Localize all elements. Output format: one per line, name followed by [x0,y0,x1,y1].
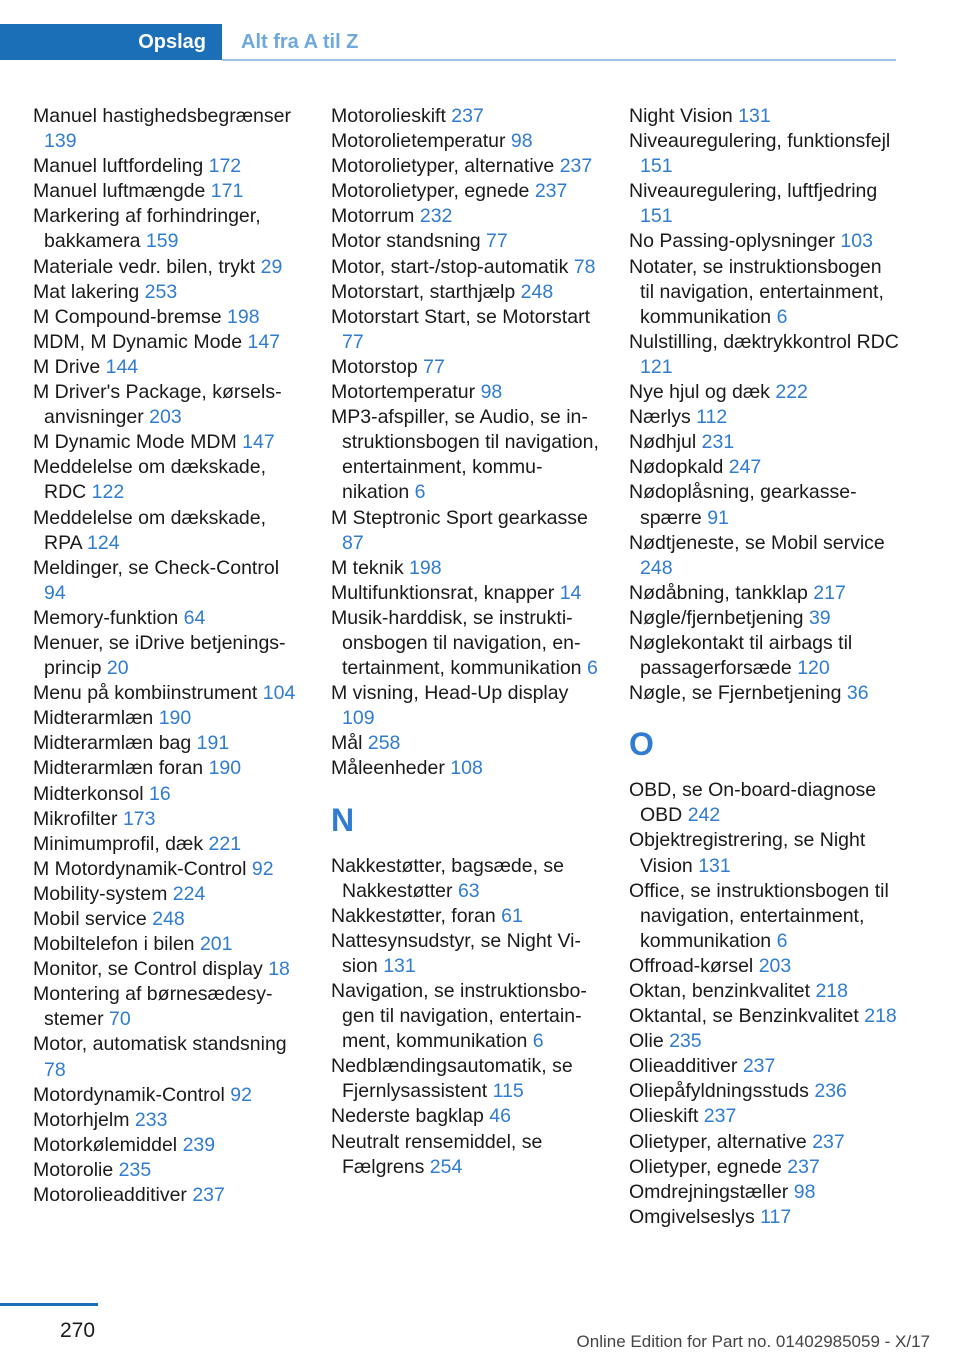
page-reference-link[interactable]: 218 [815,980,848,1002]
page-reference-link[interactable]: 77 [486,230,508,253]
page-reference-link[interactable]: 224 [172,882,206,905]
index-entry-text: Nakkestøtter, foran [331,904,496,927]
index-entry-text: Nødåbning, tankklap [629,581,808,604]
index-entry-text: Nøgle, se Fjernbetjening [629,682,842,705]
index-entry [629,531,899,581]
page-reference-link[interactable]: 6 [414,481,426,504]
index-entry [331,681,601,731]
index-entry [33,882,303,907]
index-entry-text: Omgivelseslys [629,1205,755,1228]
page-reference-link[interactable]: 218 [864,1005,897,1028]
page-reference-link[interactable]: 235 [669,1030,702,1053]
index-entry-text: Notater, se instruktionsbogen til navigation, entertainment, kommunikation [629,255,884,328]
index-entry [331,979,601,1054]
index-entry-text: Motor standsning [331,230,481,253]
index-entry-text: Motor, start-/stop-automatik [331,255,569,278]
index-entry-text: Olieadditiver [629,1055,738,1078]
page-reference-link[interactable]: 236 [814,1080,847,1103]
index-entry [331,606,601,681]
page-reference-link[interactable]: 63 [457,879,480,902]
page-reference-link[interactable]: 191 [196,732,230,755]
index-entry [33,204,303,254]
index-entry-text: M Steptronic Sport gearkasse [331,506,588,529]
page-reference-link[interactable]: 237 [192,1184,225,1207]
tab-underline [222,59,896,61]
index-entry [331,179,601,204]
index-entry-text: M Motordynamik-Control [33,857,247,880]
index-letter-heading: O [629,726,654,763]
index-entry [629,1180,899,1205]
index-entry [33,380,303,430]
page-reference-link[interactable]: 190 [208,757,242,780]
index-entry [33,355,303,380]
page-reference-link[interactable]: 203 [149,406,182,429]
index-entry [331,380,601,405]
index-entry [629,430,899,455]
index-entry-text: Oktan, benzinkvalitet [629,980,811,1002]
index-entry-text: Motorolietyper, alternative [331,155,555,178]
page-reference-link[interactable]: 190 [158,707,192,730]
index-entry-text: Nøglekontakt til airbags til passagerforsæde [629,631,853,680]
page-reference-link[interactable]: 253 [144,280,178,303]
index-entry [629,455,899,480]
index-entry-text: Materiale vedr. bilen, trykt [33,255,256,278]
index-entry-text: Markering af forhindringer, bakkamera [33,205,261,253]
index-entry [33,681,303,706]
index-entry-text: Nattesynsudstyr, se Night Vision [331,929,582,977]
index-entry-text: Nødtjeneste, se Mobil service [629,531,885,554]
page-reference-link[interactable]: 239 [182,1133,216,1156]
page-reference-link[interactable]: 203 [758,954,792,977]
page-reference-link[interactable]: 232 [419,205,453,228]
index-letter-heading: N [331,801,355,838]
index-entry [629,1130,899,1155]
index-entry [331,305,601,355]
page-reference-link[interactable]: 36 [846,682,869,705]
index-entry [629,480,899,530]
page-reference-link[interactable]: 172 [208,155,242,178]
index-entry [33,982,303,1032]
page-reference-link[interactable]: 231 [701,431,735,454]
header-tabbar [0,0,896,64]
page-reference-link[interactable]: 120 [797,657,830,680]
index-entry-text: Objektregistrering, se Night Vision [629,829,866,877]
index-entry-text: M Compound-bremse [33,305,222,328]
page-reference-link[interactable]: 139 [44,130,77,153]
index-column-3 [629,104,899,1230]
index-entry [331,904,601,929]
index-entry [33,556,303,606]
page-reference-link[interactable]: 115 [492,1080,524,1103]
index-entry-text: Oktantal, se Benzinkvalitet [629,1005,859,1028]
page-reference-link[interactable]: 6 [776,929,788,952]
index-entry [331,104,601,129]
index-entry [33,782,303,807]
index-entry [331,581,601,606]
page-reference-link[interactable]: 144 [105,355,139,378]
index-entry [331,204,601,229]
index-entry [629,1004,899,1029]
index-entry-text: Manuel luftmængde [33,180,206,203]
index-entry [331,756,601,781]
index-entry [33,606,303,631]
page-reference-link[interactable]: 222 [775,381,808,404]
index-entry [629,954,899,979]
index-entry [629,104,899,129]
index-entry [331,854,601,904]
page-reference-link[interactable]: 91 [707,506,729,529]
index-entry-text: Musik-harddisk, se instruktionsbogen til navigation, entertainment, kommunikation [331,606,582,680]
page-reference-link[interactable]: 198 [409,556,442,579]
page-reference-link[interactable]: 98 [793,1180,816,1203]
index-entry-text: Motorolieadditiver [33,1184,187,1207]
page-reference-link[interactable]: 39 [808,606,831,629]
index-entry [33,932,303,957]
page-reference-link[interactable]: 147 [242,431,275,454]
index-entry [33,1183,303,1208]
index-entry-text: MDM, M Dynamic Mode [33,330,243,353]
index-entry [331,154,601,179]
page-reference-link[interactable]: 14 [559,581,582,604]
page-reference-link[interactable]: 98 [510,130,533,153]
page-reference-link[interactable]: 112 [696,406,728,429]
index-entry [33,430,303,455]
page-reference-link[interactable]: 78 [44,1058,66,1081]
page-reference-link[interactable]: 237 [534,180,568,203]
index-entry [33,907,303,932]
index-entry [629,606,899,631]
index-entry-text: Midterarmlæn [33,707,154,730]
index-entry [629,1079,899,1104]
page-reference-link[interactable]: 254 [429,1155,463,1178]
index-entry-text: Motorolietyper, egnede [331,180,530,203]
index-entry-text: Motor, automatisk standsning [33,1033,287,1056]
index-entry-text: Olietyper, egnede [629,1155,782,1178]
index-entry [629,129,899,179]
index-entry [33,179,303,204]
index-entry-text: Olietyper, alternative [629,1130,807,1153]
index-entry-text: Montering af børnesædesystemer [33,983,273,1031]
index-entry [331,405,601,505]
index-entry-text: Oliepåfyldningsstuds [629,1080,809,1103]
page-reference-link[interactable]: 117 [760,1205,792,1228]
page-reference-link[interactable]: 16 [148,782,171,805]
index-entry [331,1104,601,1129]
index-entry [331,1130,601,1180]
page-reference-link[interactable]: 217 [813,581,846,604]
page-number: 270 [60,1319,96,1342]
index-entry [33,154,303,179]
page-reference-link[interactable]: 131 [383,954,416,977]
index-entry [33,807,303,832]
index-entry-text: Nærlys [629,406,691,429]
index-entry-text: Motorolietemperatur [331,130,506,153]
index-entry [33,756,303,781]
index-entry-text: M teknik [331,556,404,579]
index-entry-text: M Dynamic Mode MDM [33,431,237,454]
index-entry-text: Motortemperatur [331,381,476,404]
page-reference-link[interactable]: 122 [91,481,125,504]
index-column-2 [331,104,601,1180]
index-entry-text: Midterarmlæn bag [33,732,192,755]
index-entry [629,229,899,254]
index-entry-text: Nulstilling, dæktrykkontrol RDC [629,330,899,353]
page-reference-link[interactable]: 20 [106,657,129,680]
page-reference-link[interactable]: 124 [87,531,120,554]
index-entry [33,832,303,857]
index-entry-text: Office, se instruktionsbogen til navigation, entertainment, kommunikation [629,879,889,952]
page-reference-link[interactable]: 94 [44,581,66,604]
index-entry-text: MP3-afspiller, se Audio, se instruktionsbogen til navigation, entertainment, kommunikation [331,406,599,504]
index-entry [33,857,303,882]
page-reference-link[interactable]: 87 [342,531,364,554]
index-entry-text: Motorkølemiddel [33,1133,178,1156]
page-reference-link[interactable]: 248 [152,908,185,930]
index-entry-text: Motordynamik-Control [33,1083,225,1106]
page-reference-link[interactable]: 104 [262,682,296,705]
tab-opslag[interactable]: Opslag [0,24,222,60]
page-reference-link[interactable]: 171 [210,180,244,203]
index-entry-text: Multifunktionsrat, knapper [331,581,555,604]
index-entry [629,879,899,954]
index-entry [33,1158,303,1183]
page-reference-link[interactable]: 121 [640,355,673,378]
page-reference-link[interactable]: 151 [640,155,673,178]
index-entry [33,1083,303,1108]
index-entry [33,280,303,305]
page-reference-link[interactable]: 61 [501,904,523,927]
page-reference-link[interactable]: 233 [134,1108,168,1131]
index-entry-text: Olie [629,1030,664,1053]
index-entry [331,506,601,556]
index-entry-text: Meddelelse om dækskade, RDC [33,456,267,504]
page-reference-link[interactable]: 92 [251,857,274,880]
index-entry [629,681,899,706]
index-entry-text: Nye hjul og dæk [629,381,770,404]
index-entry-text: M visning, Head-Up display [331,682,569,705]
page-reference-link[interactable]: 237 [787,1155,820,1178]
index-entry [331,129,601,154]
index-entry-text: Olieskift [629,1105,699,1128]
index-entry [33,731,303,756]
page-reference-link[interactable]: 151 [640,205,673,228]
page-reference-link[interactable]: 198 [227,305,260,328]
page-reference-link[interactable]: 77 [423,355,445,378]
index-entry [331,355,601,380]
index-entry [33,1133,303,1158]
page-reference-link[interactable]: 237 [742,1055,776,1078]
page-reference-link[interactable]: 247 [728,456,762,479]
page-reference-link[interactable]: 173 [122,807,156,830]
index-entry [33,255,303,280]
page-reference-link[interactable]: 221 [208,832,242,855]
index-entry-text: Motorstop [331,355,418,378]
page-reference-link[interactable]: 70 [109,1008,131,1031]
page-reference-link[interactable]: 242 [687,804,721,827]
page-reference-link[interactable]: 18 [268,958,290,981]
index-entry [331,229,601,254]
index-entry-text: Manuel hastighedsbegrænser [33,105,291,127]
page-reference-link[interactable]: 237 [812,1130,845,1153]
index-entry-text: Nødhjul [629,431,697,454]
index-entry-text: Motorstart Start, se Motorstart [331,305,590,328]
page-reference-link[interactable]: 201 [199,933,233,956]
index-column-1 [33,104,303,1208]
page-reference-link[interactable]: 6 [776,305,788,328]
index-entry-text: No Passing-oplysninger [629,230,835,253]
index-entry [629,581,899,606]
index-entry [33,455,303,505]
index-entry [629,1104,899,1129]
page-reference-link[interactable]: 6 [586,657,598,680]
page-reference-link[interactable]: 131 [738,105,771,127]
page-reference-link[interactable]: 92 [230,1083,252,1106]
page-reference-link[interactable]: 98 [480,381,503,404]
index-entry-text: Mål [331,732,363,755]
page-reference-link[interactable]: 237 [451,105,484,127]
index-entry [629,828,899,878]
index-entry [33,1032,303,1082]
page-reference-link[interactable]: 237 [703,1105,737,1128]
index-entry [33,305,303,330]
index-entry-text: Nøgle/fjernbetjening [629,606,804,629]
index-entry [629,778,899,828]
index-entry [331,731,601,756]
index-entry-text: Midterkonsol [33,782,144,805]
page-reference-link[interactable]: 248 [520,280,554,303]
page-reference-link[interactable]: 46 [489,1105,511,1128]
page-reference-link[interactable]: 248 [640,556,673,579]
index-entry [33,104,303,154]
index-entry-text: Nakkestøtter, bagsæde, se Nakkestøtter [331,854,565,902]
index-entry-text: Memory-funktion [33,606,179,629]
index-entry [629,1029,899,1054]
index-entry [629,255,899,330]
page-reference-link[interactable]: 103 [840,230,873,253]
index-entry-text: Manuel luftfordeling [33,155,204,178]
index-entry-text: Nederste bagklap [331,1105,484,1128]
index-entry [33,706,303,731]
index-entry-text: M Drive [33,355,101,378]
page-reference-link[interactable]: 147 [247,330,281,353]
index-entry-text: Motorhjelm [33,1108,130,1131]
index-entry-text: Mat lakering [33,280,140,303]
index-entry-text: Niveauregulering, funktionsfejl [629,130,891,153]
page-reference-link[interactable]: 258 [367,732,401,755]
index-entry [629,380,899,405]
index-entry [33,506,303,556]
index-entry-text: Meddelelse om dækskade, RPA [33,506,267,554]
index-entry-text: Nedblændingsautomatik, se Fjernlysassistent [331,1055,573,1103]
index-entry-text: Motorstart, starthjælp [331,280,516,303]
index-entry-text: Monitor, se Control display [33,958,263,981]
index-entry [629,405,899,430]
tab-alt-fra-a-til-z[interactable]: Alt fra A til Z [241,30,359,53]
index-entry-text: Mobiltelefon i bilen [33,933,195,956]
index-entry [331,1054,601,1104]
page-reference-link[interactable]: 64 [183,606,206,629]
page-reference-link[interactable]: 109 [342,707,375,730]
page-reference-link[interactable]: 131 [698,854,731,877]
page-reference-link[interactable]: 235 [118,1158,152,1181]
index-entry [331,255,601,280]
index-entry [33,957,303,982]
index-entry-text: Meldinger, se Check-Control [33,556,280,579]
index-entry-text: Menu på kombiinstrument [33,682,258,705]
index-entry-text: Mobility-system [33,882,168,905]
index-entry-text: Motorolie [33,1158,114,1181]
index-entry-text: Mobil service [33,908,147,930]
page-reference-link[interactable]: 77 [342,330,364,353]
index-entry-text: Måleenheder [331,757,445,780]
index-entry-text: Minimumprofil, dæk [33,832,204,855]
index-entry-text: M Driver's Package, kørselsanvisninger [33,381,282,429]
index-entry-text: Mikrofilter [33,807,118,830]
index-entry-text: OBD, se On-board-diagnose OBD [629,779,877,827]
page-reference-link[interactable]: 159 [145,230,179,253]
index-entry [331,929,601,979]
page-reference-link[interactable]: 6 [532,1030,544,1053]
index-entry [629,1054,899,1079]
index-entry-text: Offroad-kørsel [629,954,754,977]
index-entry [629,330,899,380]
index-entry [629,179,899,229]
page-reference-link[interactable]: 237 [559,155,593,178]
index-entry [629,1155,899,1180]
index-entry-text: Midterarmlæn foran [33,757,204,780]
index-entry-text: Motorrum [331,205,415,228]
index-entry [331,280,601,305]
footer-accent-line [0,1303,98,1306]
index-entry-text: Nødoplåsning, gearkassespærre [629,481,857,529]
page-reference-link[interactable]: 78 [573,255,596,278]
index-entry-text: Neutralt rensemiddel, se Fælgrens [331,1130,543,1178]
index-entry-text: Niveauregulering, luftfjedring [629,180,878,203]
index-entry [33,1108,303,1133]
index-entry [629,979,899,1004]
index-entry [331,556,601,581]
page-reference-link[interactable]: 29 [260,255,283,278]
footer-edition-note: Online Edition for Part no. 01402985059 - X/17 [576,1332,930,1351]
index-entry [629,1205,899,1230]
index-entry-text: Motorolieskift [331,105,446,127]
index-entry-text: Night Vision [629,105,733,127]
index-entry [33,330,303,355]
index-entry-text: Nødopkald [629,456,724,479]
page-reference-link[interactable]: 108 [450,757,483,780]
index-entry [629,631,899,681]
index-entry-text: Omdrejningstæller [629,1180,789,1203]
index-entry-text: Navigation, se instruktionsbogen til navigation, entertainment, kommunikation [331,980,587,1053]
index-entry-text: Menuer, se iDrive betjeningsprincip [33,631,286,680]
index-entry [33,631,303,681]
